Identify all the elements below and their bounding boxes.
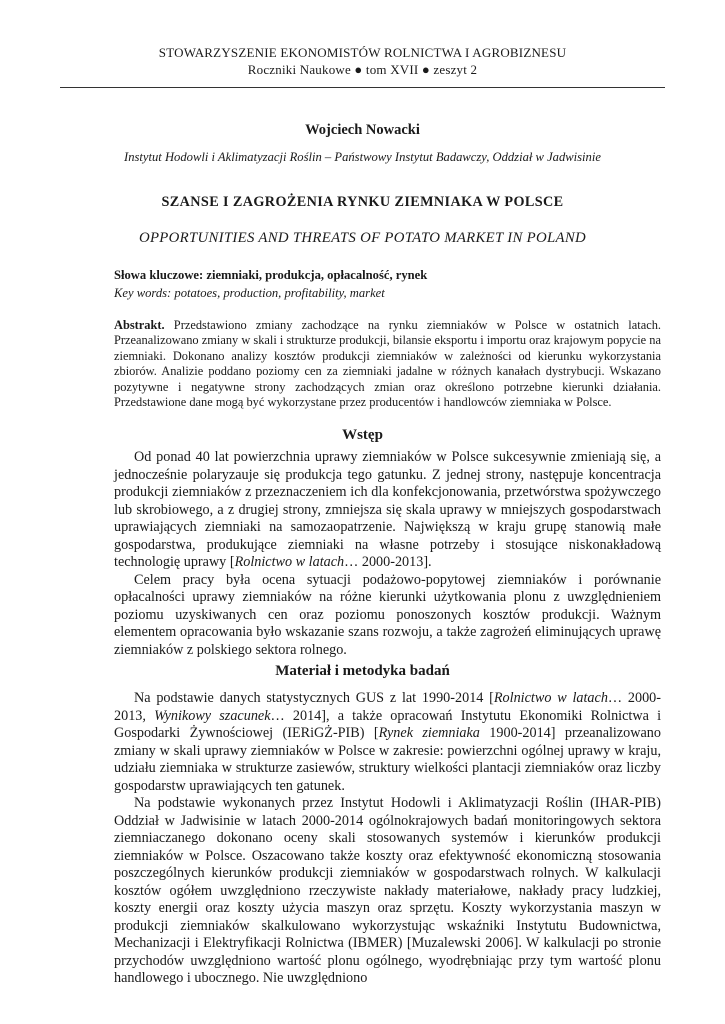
keywords-polish: Słowa kluczowe: ziemniaki, produkcja, opłacalność, rynek <box>114 268 428 282</box>
methods-p1-e: 1900-2014] przeanalizowano zmiany w skali uprawy ziemniaków w Polsce w zakresie: powierzchni ogólnej uprawy w kraju, udziału ziemniaka w strukturze zasiewów, struktury wielkości plantacji ziemniaków oraz liczby gospodarstw uprawiających ten gatunek. <box>114 725 661 794</box>
methods-p1-d: … 2014], a także opracowań Instytutu Ekonomiki Rolnictwa i Gospodarki Żywnościowej (IERiGŻ-PIB) [ <box>114 707 662 741</box>
methods-p1-b: … 2000-2013 <box>114 690 661 724</box>
intro-p1-text: Od ponad 40 lat powierzchnia uprawy ziemniaków w Polsce sukcesywnie zmieniają się, a jednocześnie polaryzauje się produkcja tego gatunku. Z jednej strony, następuje koncentracja produkcji ziemniaków z przeznaczeniem ich dla konfekcjonowania, przetwórstwa spożywczego lub skrobiowego, a z drugiej strony, zmniejsza się skala uprawy w mniejszych gospodarstwach uprawiających ziemniaki na samozaopatrzenie. Największą w kraju grupę stanowią małe gospodarstwa, produkujące ziemniaki na własne potrzeby i stosujące niskonakładową technologię uprawy [ <box>114 449 661 570</box>
methods-body <box>114 690 661 988</box>
methods-paragraph-2: Na podstawie wykonanych przez Instytut Hodowli i Aklimatyzacji Roślin (IHAR-PIB) Oddział w Jadwisinie w latach 2000-2014 ogólnokrajowych badań monitoringowych sektora ziemniaczanego dokonano oceny skali stosowanych systemów i kierunków produkcji ziemniaków w Polsce. Oszacowano także koszty oraz efektywność ekonomiczną stosowania poszczególnych kierunków produkcji ziemniaków w gospodarstwach rolnych. W kalkulacji kosztów ogółem uwzględniono rzeczywiste nakłady materiałowe, nakłady pracy ludzkiej, koszty energii oraz koszty użycia maszyn oraz sprzętu. Koszty wykorzystania maszyn w produkcji ziemniaków skalkulowano wykorzystując wskaźniki Instytutu Budownictwa, Mechanizacji i Elektryfikacji Rolnictwa (IBMER) [Muzalewski 2006]. W kalkulacji po stronie przychodów uwzględniono wartość plonu ogólnego, wyodrębniając przy tym wartość plonu handlowego i ubocznego. Nie uwzględniono <box>114 795 661 986</box>
journal-volume: Roczniki Naukowe ● tom XVII ● zeszyt 2 <box>247 62 478 77</box>
intro-p1-end: … 2000-2013]. <box>344 554 432 570</box>
intro-paragraph-1 <box>114 449 661 572</box>
abstract-text: Przedstawiono zmiany zachodzące na rynku ziemniaków w Polsce w ostatnich latach. Przeanalizowano zmiany w skali i strukturze produkcji, bilansie eksportu i importu oraz krajowym popycie na ziemniaki. Dokonano analizy kosztów produkcji ziemniaków w zależności od kierunku wykorzystania zbiorów. Analizie poddano poziomy cen za ziemniaki jadalne w różnych kanałach dystrybucji. Wskazano pozytywne i negatywne strony zachodzących zmian oraz określono potrzebne kierunki działania. Przedstawione dane mogą być wykorzystane przez producentów i handlowców ziemniaka w Polsce. <box>114 318 661 410</box>
intro-body <box>114 449 661 659</box>
intro-p1-citation: Rolnictwo w latach <box>234 554 345 570</box>
journal-header <box>60 44 665 78</box>
abstract <box>114 318 661 410</box>
section-heading-methods: Materiał i metodyka badań <box>275 663 450 679</box>
author-affiliation: Instytut Hodowli i Aklimatyzacji Roślin – Państwowy Instytut Badawczy, Oddział w Jadwisinie <box>124 150 601 164</box>
methods-p1-citation-3: Rynek ziemniaka <box>378 725 480 741</box>
abstract-label: Abstrakt. <box>114 318 165 332</box>
methods-p1-c: , <box>142 707 155 724</box>
keywords-english: Key words: potatoes, production, profitability, market <box>114 286 385 300</box>
title-polish: SZANSE I ZAGROŻENIA RYNKU ZIEMNIAKA W POLSCE <box>161 194 564 210</box>
society-name: STOWARZYSZENIE EKONOMISTÓW ROLNICTWA I AGROBIZNESU <box>158 45 567 60</box>
header-divider <box>60 87 665 88</box>
author-name: Wojciech Nowacki <box>305 122 420 138</box>
intro-paragraph-2: Celem pracy była ocena sytuacji podażowo-popytowej ziemniaków i porównanie opłacalności uprawy ziemniaków na różne kierunki użytkowania plonu z uwzględnieniem poziomu uzyskiwanych cen oraz poziomu ponoszonych kosztów produkcji. Ważnym elementem opracowania było wskazanie szans rozwoju, a także zagrożeń eliminujących uprawę ziemniaków z polskiego sektora rolnego. <box>114 571 661 658</box>
methods-p1-a: Na podstawie danych statystycznych GUS z lat 1990-2014 [ <box>134 690 494 706</box>
section-heading-intro: Wstęp <box>342 427 383 443</box>
methods-p1-citation-2: Wynikowy szacunek <box>154 707 271 724</box>
methods-p1-citation-1: Rolnictwo w latach <box>493 690 608 706</box>
title-english: OPPORTUNITIES AND THREATS OF POTATO MARKET IN POLAND <box>138 230 587 246</box>
methods-paragraph-1 <box>114 690 661 795</box>
